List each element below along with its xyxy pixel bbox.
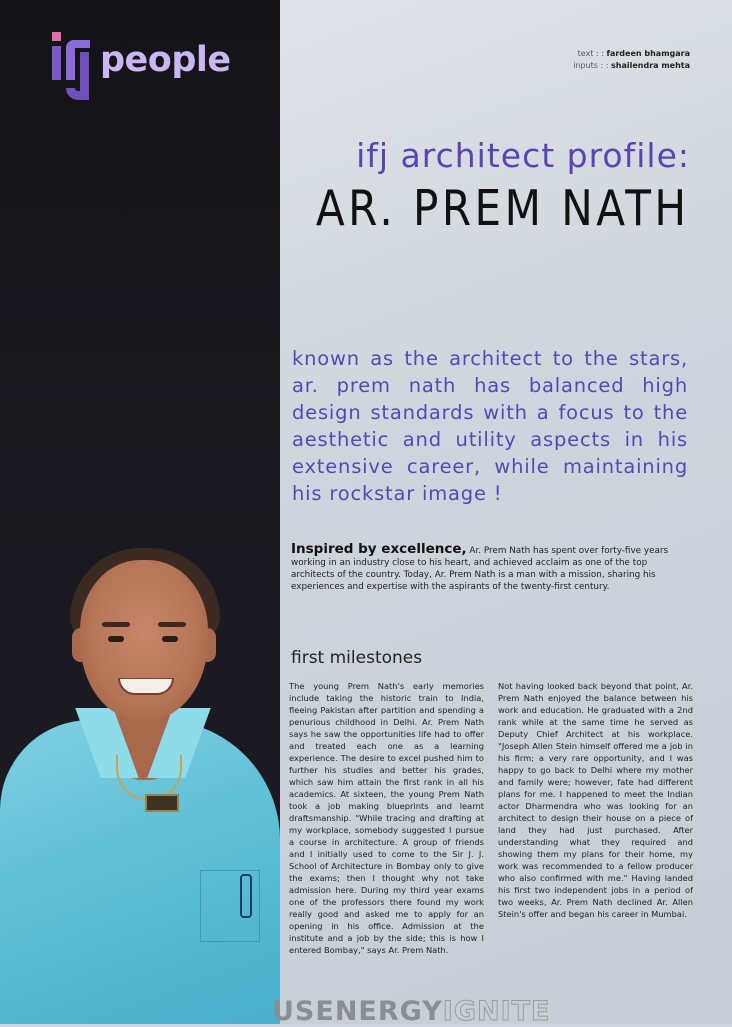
footer-word-3: IGNITE [442, 996, 551, 1027]
article-credits [573, 48, 690, 72]
ifj-logo-mark-icon [52, 28, 98, 102]
footer-word-1: US [272, 996, 316, 1027]
architect-portrait-photo [0, 540, 280, 1024]
credit-inputs-label: inputs : : [573, 61, 609, 70]
intro-lead: Inspired by excellence, [291, 541, 467, 557]
body-column-1: The young Prem Nath's early memories include taking the historic train to India, fleeing Pakistan after partition and spending a penurious childhood in Delhi. Ar. Prem Nath says he saw the opportunities life had to offer and treated each one as a learning experience. The desire to excel pushed him to further his studies and better his grades, which saw him attain the first rank in all his academics. At sixteen, the young Prem Nath took a job making blueprints and learnt draftsmanship. "While tracing and drafting at my workplace, somebody suggested I pursue a course in architecture. A group of friends and I initially used to come to the Sir J. J. School of Architecture in Bombay only to give the exams; then I thought why not take admission here. During my third year exams one of the professors there found my work really good and asked me to apply for an opening in his office. Admission at the institute and a job by the side; this is how I entered Bombay," says Ar. Prem Nath. [289, 681, 484, 955]
article-intro [291, 543, 689, 593]
footer-banner [272, 996, 551, 1027]
body-column-2: Not having looked back beyond that point, Ar. Prem Nath enjoyed the balance between his work and education. He graduated with a 2nd rank while at the same time he served as Deputy Chief Architect at his workplace. "Joseph Allen Stein himself offered me a job in his firm; a very rare opportunity, and I was happy to go back to Delhi where my mother and family were; however, fate had different plans for me. I happened to meet the Indian actor Dharmendra who was looking for an architect to design their house on a piece of land they had just purchased. After understanding what they required and showing them my plans for their home, my work was recommended to a fellow producer who also confirmed with me." Having landed his first two independent jobs in a period of two weeks, Ar. Prem Nath declined Ar. Allen Stein's offer and began his career in Mumbai. [498, 681, 693, 919]
section-kicker: ifj architect profile: [356, 136, 690, 175]
pen-icon [240, 874, 252, 918]
logo-wordmark: people [100, 40, 231, 80]
footer-word-2: ENERGY [315, 996, 443, 1027]
credit-inputs-name: shailendra mehta [611, 61, 690, 70]
section-heading: first milestones [291, 648, 423, 668]
intro-body: Ar. Prem Nath has spent over forty-five years working in an industry close to his heart, and achieved acclaim as one of the top architects of the country. Today, Ar. Prem Nath is a man with a mission, sharing his experiences and expertise with the aspirants of the twenty-first century. [291, 546, 669, 592]
credit-writer-name: fardeen bhamgara [606, 49, 690, 58]
article-deck: known as the architect to the stars, ar. prem nath has balanced high design standards with a focus to the aesthetic and utility aspects in his extensive career, while maintaining his rockstar image ! [292, 347, 688, 505]
ifj-people-logo[interactable] [52, 28, 231, 102]
left-dark-panel [0, 0, 280, 1024]
page-title: AR. PREM NATH [316, 180, 690, 237]
credit-text-label: text : : [577, 49, 604, 58]
